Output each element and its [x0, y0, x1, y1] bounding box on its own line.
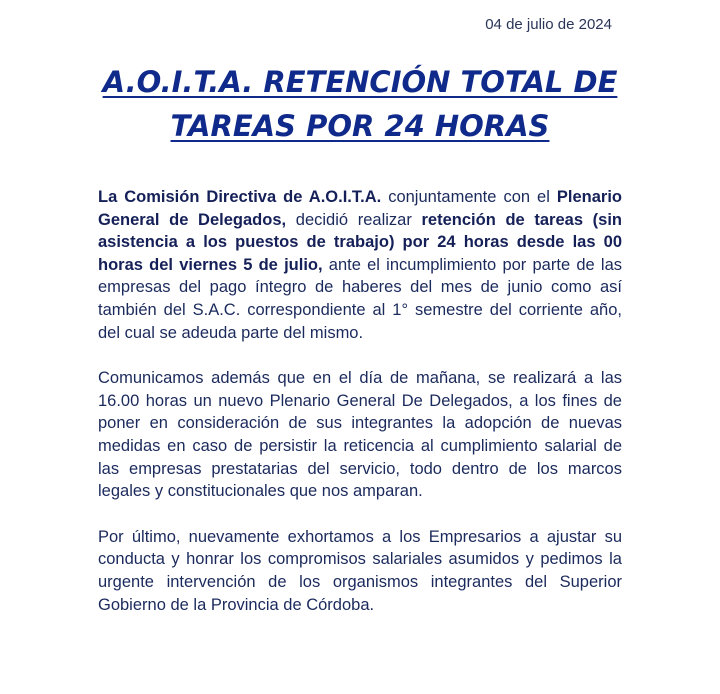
document-title	[60, 60, 660, 148]
title-line-2: TAREAS POR 24 HORAS	[170, 109, 550, 143]
text-segment: conjuntamente con el	[381, 188, 557, 206]
bold-plenary: Plenario General de Delegados,	[98, 188, 622, 229]
document-body	[98, 186, 622, 639]
bold-commission: La Comisión Directiva de A.O.I.T.A.	[98, 188, 382, 206]
text-segment: ante el incumplimiento por parte de las empresas del pago íntegro de haberes del mes de junio como así también del S.A.C. correspondiente al 1° semestre del corriente año, del cual se adeuda parte del mismo.	[98, 255, 622, 342]
document-date: 04 de julio de 2024	[485, 16, 612, 33]
paragraph-plenary-meeting: Comunicamos además que en el día de mañana, se realizará a las 16.00 horas un nuevo Plenario General De Delegados, a los fines de poner en consideración de sus integrantes la adopción de nuevas medidas en caso de persistir la reticencia al cumplimiento salarial de las empresas prestatarias del servicio, todo dentro de los marcos legales y constitucionales que nos amparan.	[98, 369, 622, 501]
paragraph-announcement	[98, 186, 622, 344]
paragraph-exhortation: Por último, nuevamente exhortamos a los Empresarios a ajustar su conducta y honrar los compromisos salariales asumidos y pedimos la urgente intervención de los organismos integrantes del Superior Gobierno de la Provincia de Córdoba.	[98, 527, 622, 614]
text-segment: decidió realizar	[286, 210, 422, 229]
title-line-1: A.O.I.T.A. RETENCIÓN TOTAL DE	[102, 65, 618, 99]
bold-retention: retención de tareas (sin asistencia a los puestos de trabajo) por 24 horas desde las 00 horas del viernes 5 de julio,	[98, 210, 623, 274]
